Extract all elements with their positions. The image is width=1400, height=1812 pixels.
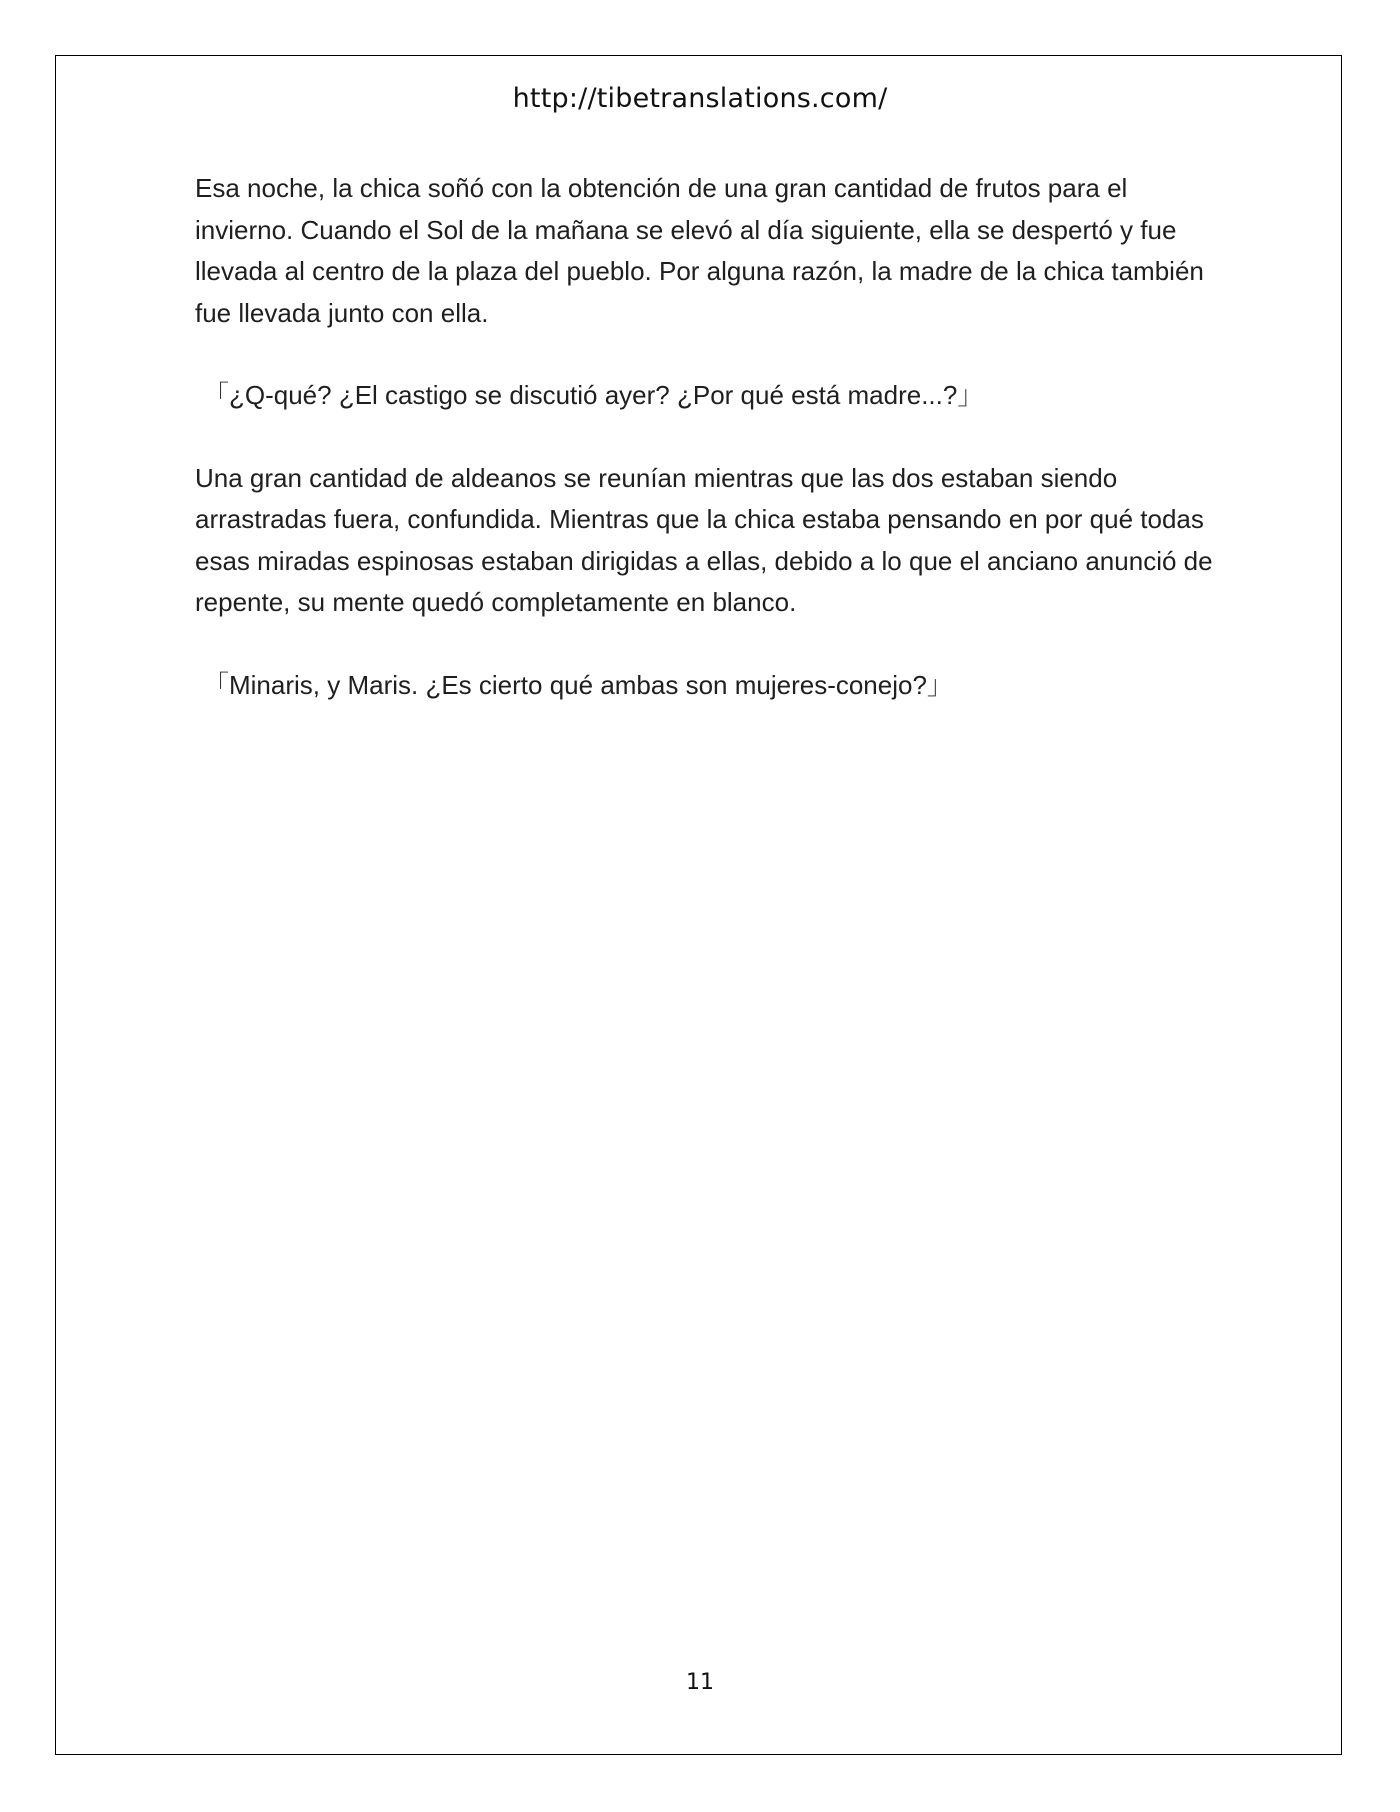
narrative-paragraph: Una gran cantidad de aldeanos se reunían mientras que las dos estaban siendo arrastradas fuera, confundida. Mientras que la chica estaba pensando en por qué todas esas miradas espinosas estaban dirigidas a ellas, debido a lo que el anciano anunció de repente, su mente quedó completamente en blanco. (195, 462, 1213, 617)
header-url: http://tibetranslations.com/ (512, 83, 888, 114)
page-body (195, 168, 1215, 747)
dialogue-line: 「¿Q-qué? ¿El castigo se discutió ayer? ¿Por qué está madre...?」 (203, 380, 984, 410)
page-number: 11 (686, 1670, 714, 1695)
narrative-paragraph: Esa noche, la chica soñó con la obtención de una gran cantidad de frutos para el invierno. Cuando el Sol de la mañana se elevó al día siguiente, ella se despertó y fue llevada al centro de la plaza del pueblo. Por alguna razón, la madre de la chica también fue llevada junto con ella. (195, 173, 1204, 328)
dialogue-line: 「Minaris, y Maris. ¿Es cierto qué ambas son mujeres-conejo?」 (203, 669, 953, 700)
